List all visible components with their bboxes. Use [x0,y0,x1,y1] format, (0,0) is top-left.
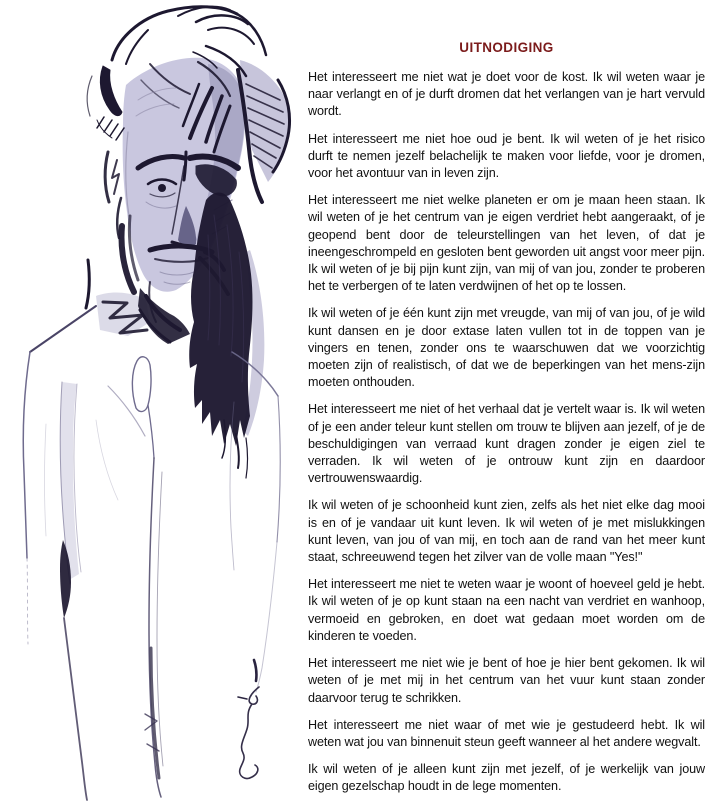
poem-paragraph-1: Het interesseert me niet wat je doet voor de kost. Ik wil weten waar je naar verlangt en of je durft dromen dat het verlangen van je hart vervuld wordt. [308,70,705,119]
page-title: UITNODIGING [459,40,554,55]
signature-squiggle [238,660,259,778]
poem-paragraph-8: Het interesseert me niet wie je bent of hoe je hier bent gekomen. Ik wil weten of je met mij in het centrum van het vuur kunt staan zonder daarvoor terug te schrikken. [308,656,705,705]
portrait-sketch-illustration [0,0,300,812]
poem-paragraph-4: Ik wil weten of je één kunt zijn met vreugde, van mij of van jou, of je wild kunt dansen en je door extase laten vullen tot in de toppen van je vingers en tenen, zonder ons te waarschuwen dat we voorzichtig moeten zijn of realistisch, of dat we de beperkingen van het mens-zijn moeten onthouden. [308,306,705,390]
poem-paragraph-3: Het interesseert me niet welke planeten er om je maan heen staan. Ik wil weten of je het centrum van je eigen verdriet hebt aangeraakt, of je geopend bent door de teleurstellingen van het leven, of dat je ineengeschrompeld en gesloten bent geworden uit angst voor meer pijn. Ik wil weten of je bij pijn kunt zijn, van mij of van jou, zonder te proberen het te verbergen of te laten verdwijnen of het op te lossen. [308,193,705,294]
poem-paragraph-10: Ik wil weten of je alleen kunt zijn met jezelf, of je werkelijk van jouw eigen gezelschap houdt in de lege momenten. [308,762,705,794]
poem-paragraph-5: Het interesseert me niet of het verhaal dat je vertelt waar is. Ik wil weten of je een ander teleur kunt stellen om trouw te blijven aan jezelf, of je de beschuldigingen van verraad kunt dragen zonder je eigen ziel te verraden. Ik wil weten of je ontrouw kunt zijn en daardoor vertrouwenswaardig. [308,402,705,486]
poem-paragraph-9: Het interesseert me niet waar of met wie je gestudeerd hebt. Ik wil weten wat jou van binnenuit steun geeft wanneer al het andere wegvalt. [308,717,705,749]
poem-paragraph-2: Het interesseert me niet hoe oud je bent. Ik wil weten of je het risico durft te nemen jezelf belachelijk te maken voor liefde, voor je dromen, voor het avontuur van in leven zijn. [308,131,705,181]
poem-paragraph-6: Ik wil weten of je schoonheid kunt zien, zelfs als het niet elke dag mooi is en of je vandaar uit kunt leven. Ik wil weten of je met mislukkingen kunt leven, van jou of van mij, en toch aan de rand van het meer kunt staat, schreeuwend tegen het zilver van de volle maan "Yes!" [308,498,705,565]
poem-paragraph-7: Het interesseert me niet te weten waar je woont of hoeveel geld je hebt. Ik wil weten of je op kunt staan na een nacht van verdriet en wanhoop, vermoeid en gebroken, en doet wat gedaan moet worden om de kinderen te voeden. [308,577,705,643]
poem-text-column [308,0,705,806]
